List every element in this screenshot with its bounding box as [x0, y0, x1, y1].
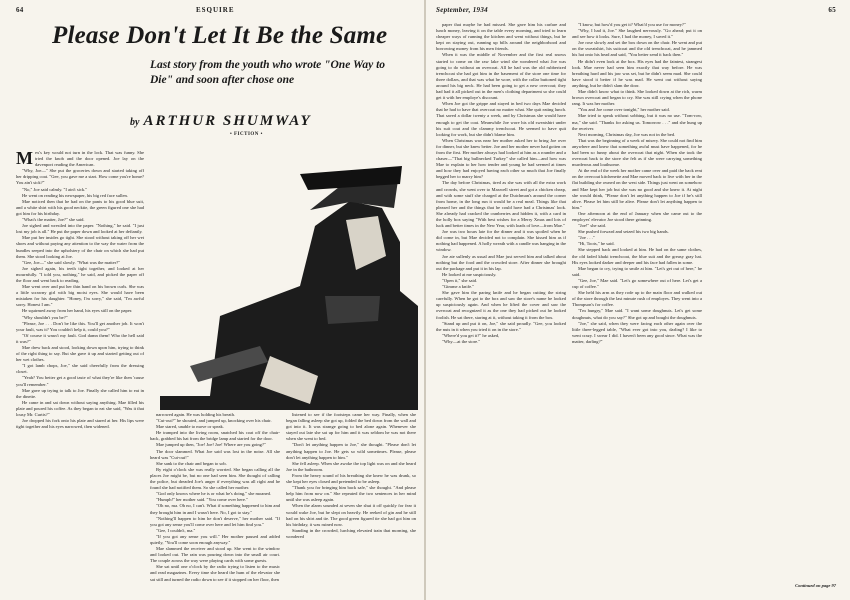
right-page	[426, 0, 850, 600]
paragraph: He tramped into the living room, snatched his coat off the chair-back, grabbed his hat from the bridge lamp and started for the door.	[150, 430, 280, 442]
paragraph: By eight o'clock she was really worried. She began calling all the places Joe might be, but no one had seen him. She thought of calling the police, but dreaded Joe's anger if everything was all right and he found she had notified them. So she called her mother.	[150, 466, 280, 491]
paragraph: Mae went over and put her thin hand on his brown curls. She was a little scrawny girl with big moist eyes. She would have been mistaken for his daughter. "Honey, I'm sorry," she said, "I'm awful sorry. Honest I am."	[16, 284, 144, 308]
paragraph: Mae didn't know what to think. She looked down at the rich, warm brown overcoat and began to cry. She was still crying when the phone rang. It was her mother.	[572, 89, 702, 107]
continued-note: Continued on page 97	[795, 583, 836, 588]
text-column-5	[572, 22, 702, 594]
paragraph: Mae tried to speak without sobbing, but it was no use. "Tom-row, ma," she said. "Thanks for asking us. Tomorrow . . ." and she hung up the receiver.	[572, 113, 702, 131]
text-column-6	[708, 22, 840, 582]
paragraph: She stepped back and looked at him. He had on the same clothes, the old faded khaki trenchcoat, the blue suit and the greasy gray hat. His eyes looked darker and deeper and his face had fallen in some.	[572, 247, 702, 265]
paragraph: She pushed forward and seized his two big hands.	[578, 229, 669, 235]
paragraph: Mae began to cry, trying to smile at him. "Let's get out of here," he said.	[572, 265, 702, 277]
paragraph: Joe sighed again, his teeth tight together, and looked at her mournfully. "I told you, nothing," he said, and picked the paper off the floor and went back to reading.	[16, 265, 144, 283]
paragraph: Mae stared, unable to move or speak.	[156, 424, 224, 430]
paragraph: "Nothing'll happen to him he don't deserve," her mother said. "If you got any sense you'll come over here and let him find you."	[150, 515, 280, 527]
paragraph: "You and Joe come over tonight," her mother said.	[578, 107, 670, 113]
text-column-1	[16, 150, 144, 592]
paragraph: "Why shouldn't you be?"	[22, 314, 68, 320]
paragraph: He looked at me suspiciously.	[442, 271, 497, 277]
paragraph: "Joe!" she said.	[578, 223, 607, 229]
paragraph: The day before Christmas, tired as she was with all the extra work and crowds, she went over to Maxwell street and got a chicken cheap, and with some stuff she charged at the Dutchman's around the corner from home, in the long run it would be a real meal. Things like that pleased her and the things that he could have had a Christmas' look. She already had cracked the cranberries and hidden it, with a card in the holly box saying "With best wishes for a Merry Xmas and lots of luck and better times in the New Year, with loads of love—from Mae."	[436, 180, 566, 229]
paragraph: "No," Joe said calmly. "I ain't sick."	[22, 186, 88, 192]
paragraph: narrowed again. He was holding his breath.	[156, 412, 236, 417]
paragraph: Joe ate sullenly as usual and Mae just served him and talked about nothing but the food and the crowded store. After dinner she brought out the package and put it in his lap.	[436, 253, 566, 271]
paragraph: Mae drew back and stood, looking down upon him, trying to think of the right thing to say. But she gave it up and started getting out of her wet clothes.	[16, 345, 144, 363]
paragraph: "Oh no, ma. Oh no, I can't. What if something happened to him and they brought him in and I wasn't here. No, I got to stay."	[150, 503, 280, 515]
left-page	[0, 0, 424, 600]
paragraph: Mae jumped up then, "Joe! Joe! Joe! Where are you going?"	[156, 442, 266, 448]
paragraph: He went on reading his newspaper, his big red face sullen.	[22, 192, 128, 198]
text-column-2	[150, 412, 280, 592]
paragraph: "Don't let anything happen to Joe," she thought. "Please don't let anything happen to Joe. He gets so wild sometimes. Please, please don't let anything happen to him."	[286, 442, 416, 460]
paragraph: "Stand up and put it on, Joe," she said proudly. "Gee, you looked the nuts in it when you tried it on in the store."	[436, 320, 566, 332]
paragraph: "Open it," she said.	[442, 277, 478, 283]
paragraph: That was the beginning of a week of misery. She could not find him anywhere and knew that something awful must have happened, for he had been so funny about the overcoat that night. When she took the overcoat back to the store she felt as if she were carrying something murderous and loathsome.	[572, 137, 702, 168]
magazine-title: ESQUIRE	[196, 6, 235, 14]
paragraph: "Thank you for bringing him back safe," she thought. "And please help him from now on." She repeated the two sentences in her mind until she was asleep again.	[286, 485, 416, 503]
paragraph: "Joe . . ."	[578, 235, 595, 241]
paragraph: "What's the matter, Joe?" she said.	[22, 217, 85, 223]
paragraph: Mae slammed the receiver and stood up. She went to the window and looked out. The rain was pouring down into the small air court. The couple across the way were playing cards with some guests.	[150, 546, 280, 564]
drop-cap: M	[16, 150, 33, 168]
paragraph: Mae noticed then that he had on the pants to his good blue suit, and a white shirt with his good necktie, the green figured one she had got him for his birthday.	[16, 198, 144, 216]
paragraph: "Where'd you get it?" he asked,	[442, 332, 500, 338]
paragraph: "Gee, Joe," Mae said. "Let's go somewhere out of here. Let's get a cup of coffee."	[572, 277, 702, 290]
paragraph: Joe was two hours late for the dinner and it was spoiled when he did come in, but Mae decided not to complain. She kissed him as if nothing had happened. A holly wreath with a candle was hanging in the window.	[436, 229, 566, 253]
paragraph: "Gee, I couldn't, ma."	[156, 527, 196, 533]
paragraph: "Gimme a knife."	[442, 284, 475, 290]
paragraph: One afternoon at the end of January when she came out to the employes' elevator Joe stood there grinning.	[572, 210, 702, 222]
paragraph: When it was the middle of November and the first real snows started to come on the raw lake wind she wondered what Joe was going to do without an overcoat. All he had was the old rubberized trenchcoat she had got him in the basement of the store one time for three dollars, and that was what he wore, with the collar buttoned tight around his big neck. He had been going to get a new overcoat; they had had it all picked out in the men's clothing department so she could get it with her employe's discount.	[436, 52, 566, 101]
paragraph: "Of course it wasn't my fault. God damn them! Who the hell said it was?"	[16, 332, 144, 344]
paragraph: "I'm hungry," Mae said. "I want some doughnuts. Let's get some doughnuts, what do you say?" She got up and bought the doughnuts.	[572, 308, 702, 320]
article-headline: Please Don't Let It Be the Same	[52, 22, 388, 49]
paragraph: ex's key would not turn in the lock. That was funny. She tried the knob and the door opened. Joe lay on the davenport reading the American.	[35, 150, 144, 168]
paragraph: "Cut-out?" he shouted, and jumped up, knocking over his chair.	[156, 418, 272, 424]
paragraph: Joe sighed and wrestled into the paper. "Nothing," he said. "I just lost my job is all." He put the paper down and looked at her defiantly.	[16, 223, 144, 235]
paragraph: When Christmas was near her mother asked her to bring Joe over for dinner, but she knew better. Joe and her mother never had gotten on from the first. Her mother always had looked at him as a rounder and a chaser—"That big bullnecked Turkey" she called him—and how was Mae to explain to her how tender and young he had seemed at times and how they had enjoyed having each other so much that Joe finally begged her to marry him?	[436, 137, 566, 180]
paragraph: The door slammed. What Joe said was lost in the noise. All she heard was "Cut-out!"	[150, 448, 280, 460]
paragraph: He squirmed away from her hand, his eyes still on the paper.	[22, 308, 133, 314]
paragraph: paper that maybe he had missed. She gave him his carfare and lunch money, leaving it on the table every morning, and tried to learn cheaper ways of running the kitchen and went without things, but he kept on staying out, running up bills around the neighborhood and borrowing money from his men friends.	[436, 22, 566, 52]
paragraph: "Gee, Joe—" she said slowly. "What was the matter?"	[22, 259, 121, 265]
paragraph: She held his arm as they rode up to the main floor and walked out of the store through the last minute rush of employes. They went into a Thompson's for coffee.	[572, 290, 702, 308]
author-name: ARTHUR SHUMWAY	[143, 113, 312, 129]
illustration-drawing	[150, 146, 420, 410]
paragraph: "I know, but how'd you get it? What'd you use for money?"	[578, 22, 686, 27]
paragraph: She gave him the paring knife and he began cutting the string carefully. When he got to the box and saw the store's name he looked up suspiciously again. And when he lifted the cover and saw the overcoat and recognized it as the one they had picked out he looked foolish. He sat there, staring at it, without taking it from the box.	[436, 290, 566, 320]
byline-prefix: by	[130, 117, 140, 128]
paragraph: He came in and sat down without saying anything. Mae filled his plate and poured his coffee. As they began to eat she said, "Was it that lousy Mr. Curtis?"	[16, 399, 144, 418]
paragraph: "Why, I had it, Joe." She laughed nervously. "Go ahead; put it on and see how it looks. Sure, I had the money, I saved it."	[572, 28, 702, 40]
paragraph: "Why, Joe—" She put the groceries down and started taking off her dripping coat. "Gee, you gave me a start. How come you're home? You ain't sick?"	[16, 168, 144, 186]
illustration-figure	[150, 146, 420, 410]
paragraph: Mae gave up trying to talk to Joe. Finally she called him to eat in the dinette.	[16, 387, 144, 399]
paragraph: "God only knows where he is or what he's doing," she moaned.	[156, 491, 272, 497]
paragraph: "If you got any sense you will." Her mother paused and added quietly, "You'll come soon enough anyway."	[150, 533, 280, 545]
paragraph: Standing in the crowded, lurching elevated train that morning, she wondered	[286, 527, 416, 539]
paragraph: "Humph!" her mother said. "You come over here."	[156, 497, 248, 503]
paragraph: From the heavy sound of his breathing she knew he was drunk, so she kept her eyes closed and pretended to be asleep.	[286, 472, 416, 485]
section-label: • FICTION •	[230, 132, 263, 137]
paragraph: listened to see if the footsteps came her way. Finally, when she began falling asleep she got up, folded the bed down from the wall and got into it. It was strange going to bed alone again. Whenever she stayed out late she sat up for him and it was seldom he was not there when she went to bed.	[286, 412, 416, 442]
paragraph: Joe dropped his fork onto his plate and stared at her. His lips were tight together and his eyes narrowed, then widened.	[16, 418, 144, 430]
paragraph: She sat until one o'clock by the radio trying to listen to the music and read magazines. Every time she heard the hum of the elevator she sat still and turned the radio down to see if it stopped on her floor, then	[150, 564, 280, 582]
text-column-3	[286, 412, 416, 592]
article-deck: Last story from the youth who wrote "One Way to Die" and soon after chose one	[150, 59, 386, 86]
paragraph: He didn't even look at the box. His eyes had the faintest, strangest look. Mae never had seen him exactly that way before. He was breathing hard and his jaw was set, but he didn't seem mad. She could have stood it better if he was mad. He went out without saying anything, but he didn't slam the door.	[572, 58, 702, 88]
paragraph: When Joe got the grippe and stayed in bed two days Mae decided that he had to have that overcoat no matter what. She quit eating lunch. That saved a dollar twenty a week, and by Christmas she would have enough to get the coat. Meanwhile Joe wore his old sweatshirt under his suit coat and the clammy trenchcoat. He seemed to have quit looking for work, but she didn't blame him.	[436, 101, 566, 137]
paragraph: Next morning, Christmas day, Joe was not in the bed.	[578, 131, 676, 137]
paragraph: "Please, Joe . . . Don't be like this. You'll get another job. It won't your fault, was it? You couldn't help it, could you?"	[16, 320, 144, 332]
paragraph: "Hi, Toots," he said.	[578, 241, 615, 247]
paragraph: When the alarm sounded at seven she shut it off quickly for fear it would wake Joe, but he slept on heavily. He reeked of gin and he still had on his shirt and tie. The good green figured tie she had got him on his birthday, it was ruined now.	[286, 503, 416, 527]
issue-date: September, 1934	[436, 6, 488, 14]
paragraph: At the end of the week her mother came over and paid the back rent on the overcoat kitchenette and Mae moved back to live with her in the flat building she owned on the west side. Things just went on somehow and Mae kept her job but she was no good and she knew it. At night she would think, "Please don't let anything happen to Joe if he's still alive. Please let him still be alive. Please don't let anything happen to him."	[572, 168, 702, 210]
text-column-4	[436, 22, 566, 594]
article-byline	[130, 113, 312, 130]
paragraph: "Joe," she said, when they were facing each other again over the little three-legged table, "What ever got into you, darling? I like to went crazy. I swear I did. I haven't been any good since. What was the matter, darling?"	[572, 320, 702, 344]
paragraph: "Why—at the store."	[442, 338, 481, 344]
paragraph: Joe rose slowly and set the box down on the chair. He went and put on the sweatshirt, his suitcoat and the old trenchcoat, and he jammed his hat onto his head and said, "You better send it back then."	[572, 40, 702, 58]
page-number-right: 65	[828, 6, 836, 14]
paragraph: She sank to the chair and began to sob.	[156, 460, 227, 466]
page-number-left: 64	[16, 6, 24, 14]
paragraph: "Yeah? You better get a good taste of what they're like then 'cause you'll remember."	[16, 375, 144, 387]
paragraph: Mae put her insides go tight. She stood without taking off her wet shoes and without paying any attention to the way the water from the bundles seeped into the upholstery of the chair on which she had put them. She stood looking at Joe.	[16, 235, 144, 259]
paragraph: She fell asleep. When she awoke the top light was on and she heard Joe in the bathroom.	[286, 460, 416, 472]
paragraph: "I got lamb chops, Joe," she said cheerfully from the dressing closet.	[16, 363, 144, 375]
